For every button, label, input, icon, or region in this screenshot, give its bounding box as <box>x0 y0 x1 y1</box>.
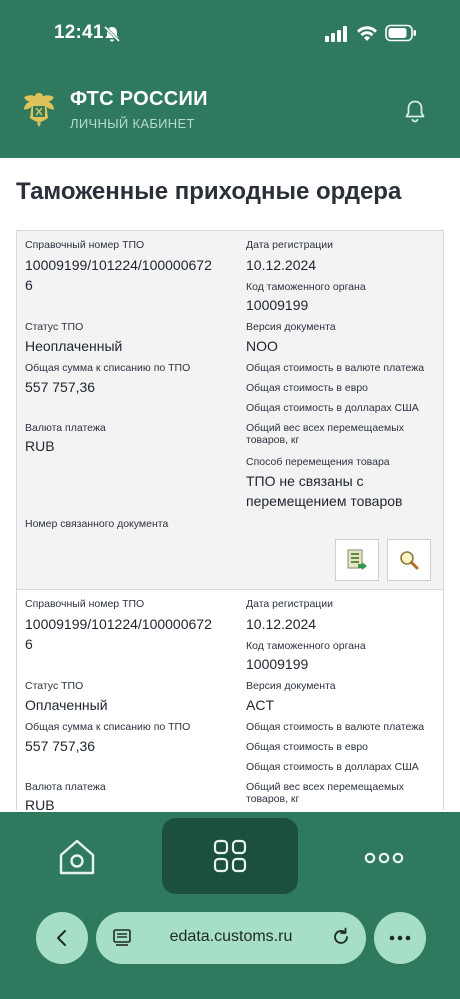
customs-code-label: Код таможенного органа <box>246 640 366 652</box>
reg-date-value: 10.12.2024 <box>246 616 317 632</box>
total-sum-value: 557 757,36 <box>25 738 96 754</box>
browser-menu-button[interactable] <box>374 912 426 964</box>
home-icon[interactable] <box>56 836 98 878</box>
bell-off-icon <box>103 25 121 43</box>
status-bar <box>0 20 460 48</box>
address-bar[interactable] <box>96 912 366 964</box>
customs-code-label: Код таможенного органа <box>246 281 366 293</box>
ref-number-label: Справочный номер ТПО <box>25 598 145 610</box>
weight-label: Общий вес всех перемещаемых товаров, кг <box>246 422 405 446</box>
bottom-bar <box>0 812 460 999</box>
services-tab[interactable] <box>162 818 298 894</box>
brand[interactable] <box>18 88 208 131</box>
cost-eur-label: Общая стоимость в евро <box>246 382 369 394</box>
total-sum-label: Общая сумма к списанию по ТПО <box>25 721 191 733</box>
app-subtitle: ЛИЧНЫЙ КАБИНЕТ <box>70 116 195 131</box>
status-label: Статус ТПО <box>25 321 84 333</box>
chevron-left-icon <box>53 929 71 947</box>
signal-icon <box>325 26 349 42</box>
page-title: Таможенные приходные ордера <box>16 178 402 205</box>
status-value: Неоплаченный <box>25 338 123 354</box>
cost-payment-currency-label: Общая стоимость в валюте платежа <box>246 362 425 374</box>
cost-usd-label: Общая стоимость в долларах США <box>246 402 419 414</box>
currency-value: RUB <box>25 438 55 454</box>
currency-label: Валюта платежа <box>25 781 106 793</box>
doc-version-value: NOO <box>246 338 278 354</box>
status-time: 12:41 <box>54 22 104 43</box>
tpo-card[interactable] <box>16 590 444 810</box>
browser-toolbar <box>0 912 460 966</box>
weight-label: Общий вес всех перемещаемых товаров, кг <box>246 781 405 805</box>
doc-version-label: Версия документа <box>246 321 336 333</box>
customs-code-value: 10009199 <box>246 297 309 313</box>
reg-date-value: 10.12.2024 <box>246 257 317 273</box>
cost-eur-label: Общая стоимость в евро <box>246 741 369 753</box>
tpo-list[interactable] <box>16 230 444 810</box>
fts-emblem-icon <box>18 89 60 131</box>
back-button[interactable] <box>36 912 88 964</box>
export-document-button[interactable] <box>335 539 379 581</box>
notifications-bell-icon[interactable] <box>402 98 428 124</box>
ref-number-label: Справочный номер ТПО <box>25 239 145 251</box>
linked-doc-label: Номер связанного документа <box>25 518 169 530</box>
ref-number-value: 10009199/101224/1000006726 <box>25 257 212 293</box>
ellipsis-icon <box>389 935 411 941</box>
ref-number-value: 10009199/101224/1000006726 <box>25 616 212 652</box>
url-text: edata.customs.ru <box>169 928 293 945</box>
customs-code-value: 10009199 <box>246 656 309 672</box>
currency-value: RUB <box>25 797 55 810</box>
tpo-card[interactable] <box>16 230 444 590</box>
cost-usd-label: Общая стоимость в долларах США <box>246 761 419 773</box>
currency-label: Валюта платежа <box>25 422 106 434</box>
app-title: ФТС РОССИИ <box>70 88 208 110</box>
magnifier-icon <box>398 549 420 571</box>
status-label: Статус ТПО <box>25 680 84 692</box>
status-value: Оплаченный <box>25 697 108 713</box>
grid-icon <box>213 839 247 873</box>
reg-date-label: Дата регистрации <box>246 239 334 251</box>
move-method-value: ТПО не связаны с перемещением товаров <box>246 473 403 509</box>
more-dots-icon[interactable] <box>364 852 404 864</box>
battery-icon <box>385 24 417 42</box>
total-sum-value: 557 757,36 <box>25 379 96 395</box>
reload-icon[interactable] <box>330 926 352 948</box>
cost-payment-currency-label: Общая стоимость в валюте платежа <box>246 721 425 733</box>
wifi-icon <box>356 24 378 42</box>
move-method-label: Способ перемещения товара <box>246 456 390 468</box>
doc-version-label: Версия документа <box>246 680 336 692</box>
app-header <box>0 0 460 158</box>
reg-date-label: Дата регистрации <box>246 598 334 610</box>
total-sum-label: Общая сумма к списанию по ТПО <box>25 362 191 374</box>
excel-export-icon <box>346 548 368 572</box>
view-details-button[interactable] <box>387 539 431 581</box>
doc-version-value: ACT <box>246 697 274 713</box>
